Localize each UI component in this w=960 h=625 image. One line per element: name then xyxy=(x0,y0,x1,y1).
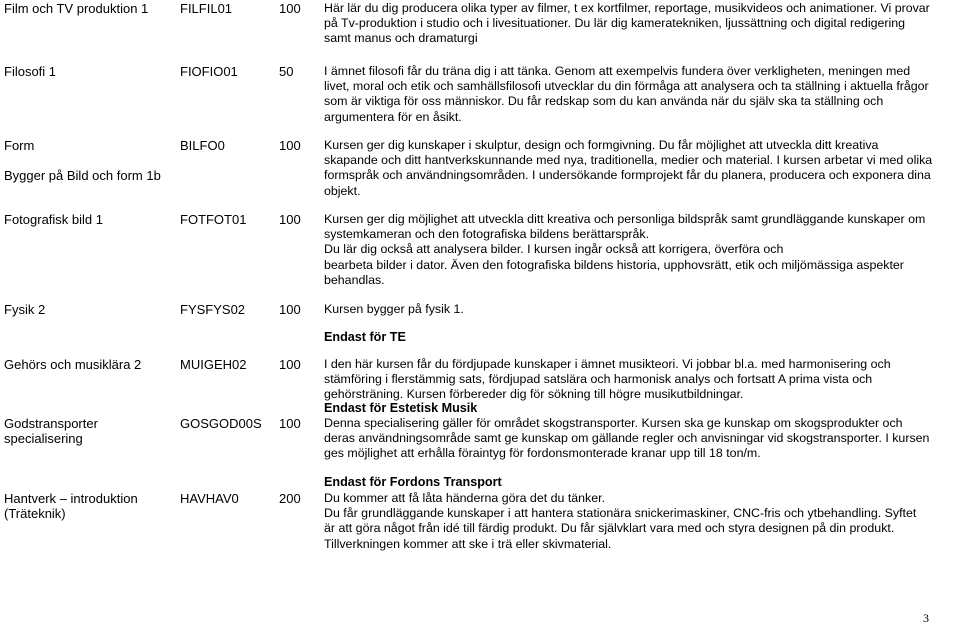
course-description: Denna specialisering gäller för området skogstransporter. Kursen ska ge kunskap om skogsprodukter och deras användningsområde samt ge kunskap om gällande regler och anvisningar vid skogstransporter. I kursen ges möjlighet att erhålla föraintyg för fordonsmonterade kranar upp till 18 ton/m. xyxy=(324,416,930,461)
course-description: Här lär du dig producera olika typer av filmer, t ex kortfilmer, reportage, musikvideos och animationer. Vi provar på Tv-produktion i studio och i livesituationer. Du lär dig kameratekniken, ljussättning och digital redigering samt manus och dramaturgi xyxy=(324,1,930,46)
course-points: 50 xyxy=(279,64,294,79)
course-code: HAVHAV0 xyxy=(180,491,239,506)
course-name: Fotografisk bild 1 xyxy=(4,212,103,227)
course-name: Film och TV produktion 1 xyxy=(4,1,149,16)
course-name: Fysik 2 xyxy=(4,302,46,317)
page-number: 3 xyxy=(923,611,929,625)
course-code: FIOFIO01 xyxy=(180,64,238,79)
course-code: FOTFOT01 xyxy=(180,212,247,227)
course-points: 100 xyxy=(279,138,301,153)
course-code: BILFO0 xyxy=(180,138,225,153)
course-code: MUIGEH02 xyxy=(180,357,247,372)
course-description: Du kommer att få låta händerna göra det du tänker. Du får grundläggande kunskaper i att hantera stationära snickerimaskiner, CNC-fris och ytbehandling. Syftet är att göra något från idé till färdig produkt. Du får självklart vara med och styra designen på din produkt. Tillverkningen kommer att ske i trä eller skivmaterial. xyxy=(324,491,917,551)
course-points: 100 xyxy=(279,212,301,227)
course-points: 200 xyxy=(279,491,301,506)
course-name: Form Bygger på Bild och form 1b xyxy=(4,138,161,183)
course-name: Hantverk – introduktion (Träteknik) xyxy=(4,491,138,521)
course-points: 100 xyxy=(279,357,301,372)
course-description: I ämnet filosofi får du träna dig i att tänka. Genom att exempelvis fundera över verkligheten, meningen med livet, moral och etik och samhällsfilosofi utvecklar du din förmåga att analysera och ta ställning i aktuella frågor som är viktiga för oss människor. Du får redskap som du kan använda när du själv ska ta ställning och argumentera för en åsikt. xyxy=(324,64,929,124)
course-code: FYSFYS02 xyxy=(180,302,246,317)
course-description: I den här kursen får du fördjupade kunskaper i ämnet musikteori. Vi jobbar bl.a. med harmonisering och stämföring i flerstämmig sats, fördjupad satslära och harmonisk analys och fortsatt A prima vista och gehörsträning. Kursen förbereder dig för sökning till högre musikutbildningar. xyxy=(324,357,891,402)
eligibility-note: Endast för TE xyxy=(324,330,406,344)
eligibility-note: Endast för Fordons Transport xyxy=(324,475,502,489)
eligibility-note: Endast för Estetisk Musik xyxy=(324,401,478,415)
course-points: 100 xyxy=(279,416,301,431)
course-points: 100 xyxy=(279,1,301,16)
course-code: FILFIL01 xyxy=(180,1,233,16)
course-name: Gehörs och musiklära 2 xyxy=(4,357,142,372)
course-description: Kursen ger dig möjlighet att utveckla ditt kreativa och personliga bildspråk samt grundläggande kunskaper om systemkameran och den fotografiska bildens berättarspråk. Du lär dig också att analysera bilder. I kursen ingår också att korrigera, överföra och bearbeta bilder i dator. Även den fotografiska bildens historia, upphovsrätt, etik och miljömässiga aspekter behandlas. xyxy=(324,212,926,287)
course-points: 100 xyxy=(279,302,301,317)
course-code: GOSGOD00S xyxy=(180,416,262,431)
course-description: Kursen bygger på fysik 1. xyxy=(324,302,464,316)
course-description: Kursen ger dig kunskaper i skulptur, design och formgivning. Du får möjlighet att utveckla ditt kreativa skapande och ditt hantverkskunnande med nya, traditionella, medier och material. I kursen arbetar vi med olika formspråk och användningsområden. I undersökande formprojekt får du planera, producera och exponera dina objekt. xyxy=(324,138,933,198)
course-name: Filosofi 1 xyxy=(4,64,57,79)
course-name: Godstransporter specialisering xyxy=(4,416,98,446)
